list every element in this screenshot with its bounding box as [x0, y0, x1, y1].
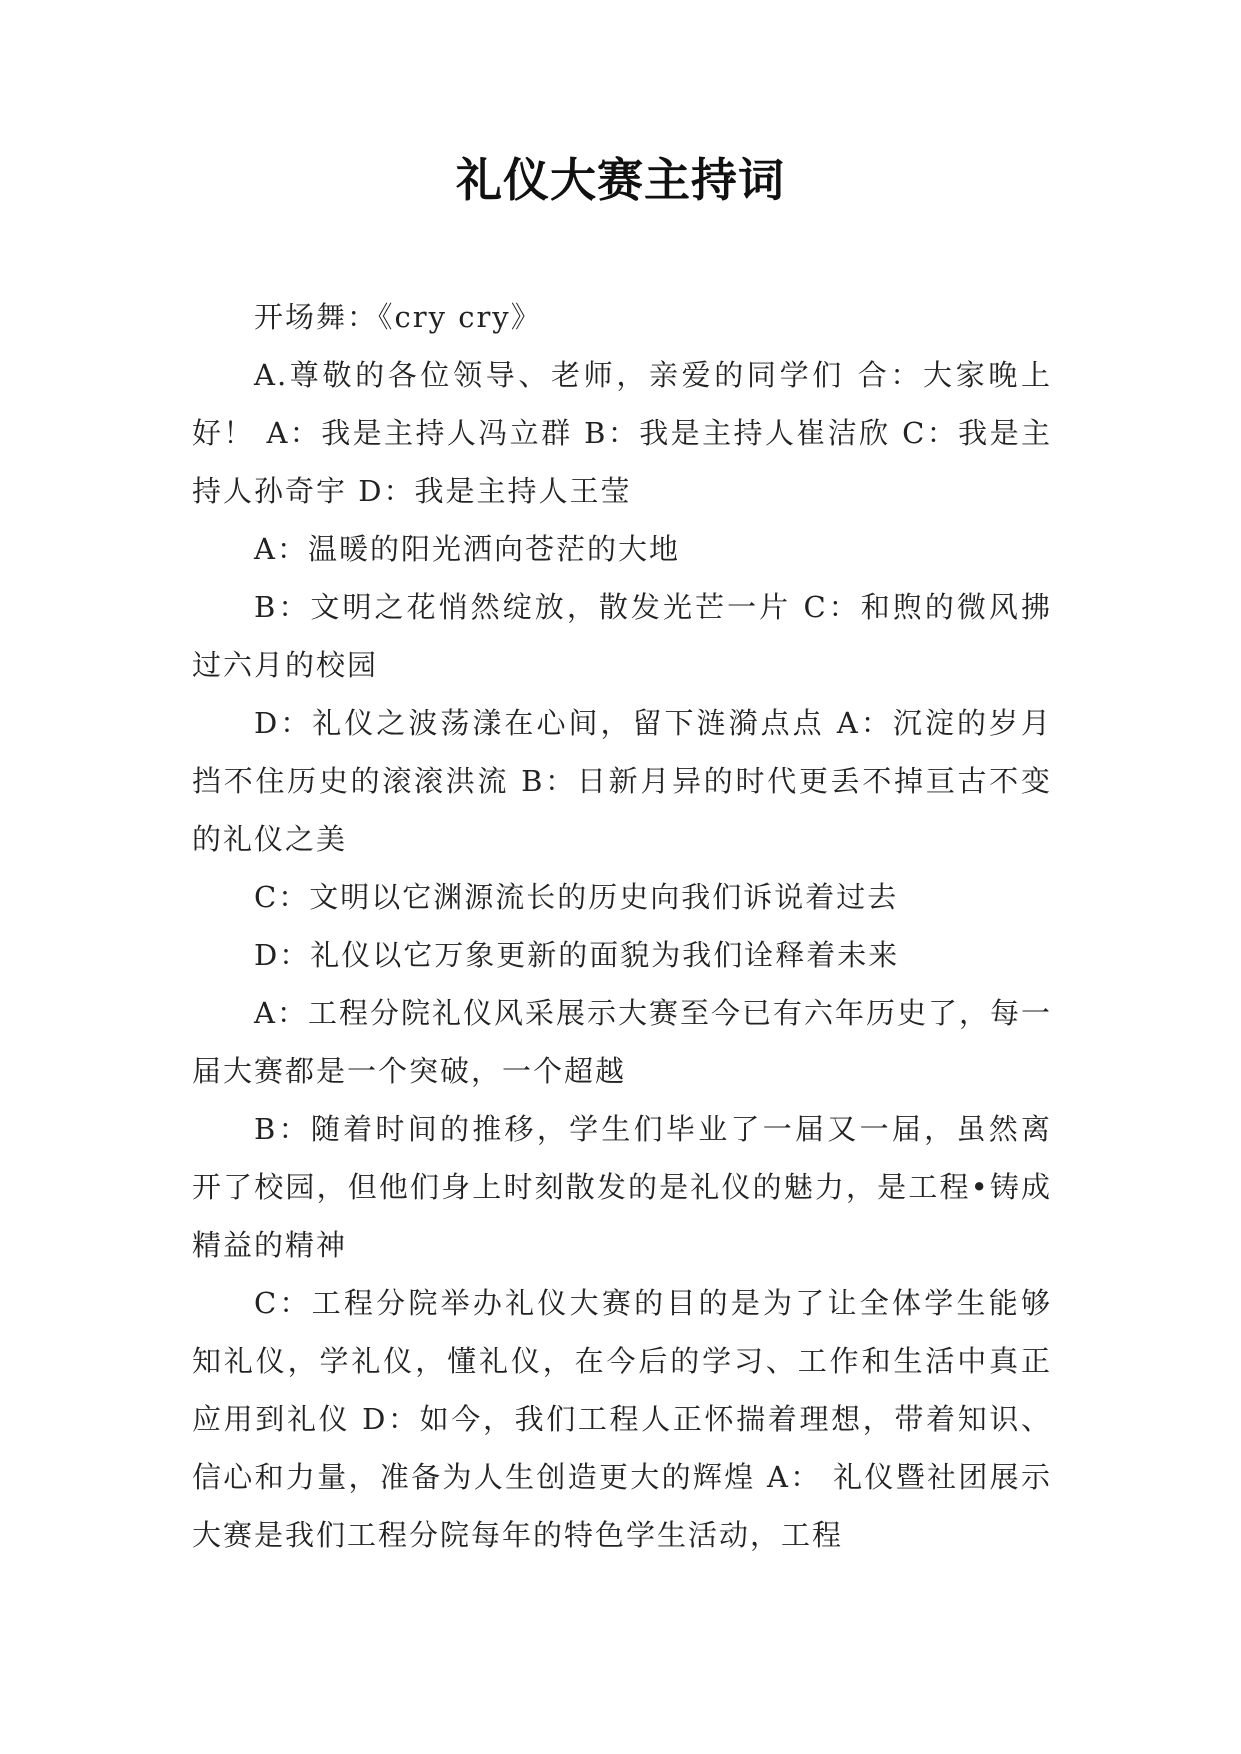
paragraph: A.尊敬的各位领导、老师，亲爱的同学们 合：大家晚上好！ A：我是主持人冯立群 B：我是主持人崔洁欣 C：我是主持人孙奇宇 D：我是主持人王莹: [192, 358, 1052, 508]
document-title: 礼仪大赛主持词: [456, 153, 785, 207]
paragraph: B：文明之花悄然绽放，散发光芒一片 C：和煦的微风拂过六月的校园: [192, 590, 1052, 682]
paragraph: D：礼仪以它万象更新的面貌为我们诠释着未来: [254, 938, 900, 972]
paragraph: A：温暖的阳光洒向苍茫的大地: [254, 532, 680, 566]
paragraph: A：工程分院礼仪风采展示大赛至今已有六年历史了，每一届大赛都是一个突破，一个超越: [192, 996, 1052, 1088]
paragraph: C：文明以它渊源流长的历史向我们诉说着过去: [254, 880, 899, 914]
paragraph: B：随着时间的推移，学生们毕业了一届又一届，虽然离开了校园，但他们身上时刻散发的是礼仪的魅力，是工程•铸成精益的精神: [192, 1112, 1052, 1262]
paragraph: D：礼仪之波荡漾在心间，留下涟漪点点 A：沉淀的岁月挡不住历史的滚滚洪流 B：日新月异的时代更丢不掉亘古不变的礼仪之美: [192, 706, 1052, 856]
paragraph: C：工程分院举办礼仪大赛的目的是为了让全体学生能够知礼仪，学礼仪，懂礼仪，在今后的学习、工作和生活中真正应用到礼仪 D：如今，我们工程人正怀揣着理想，带着知识、信心和力量，准备为人生创造更大的辉煌 A： 礼仪暨社团展示大赛是我们工程分院每年的特色学生活动，工程: [192, 1286, 1052, 1552]
document-body: [192, 288, 1052, 1564]
paragraph: 开场舞：《cry cry》: [254, 300, 542, 334]
